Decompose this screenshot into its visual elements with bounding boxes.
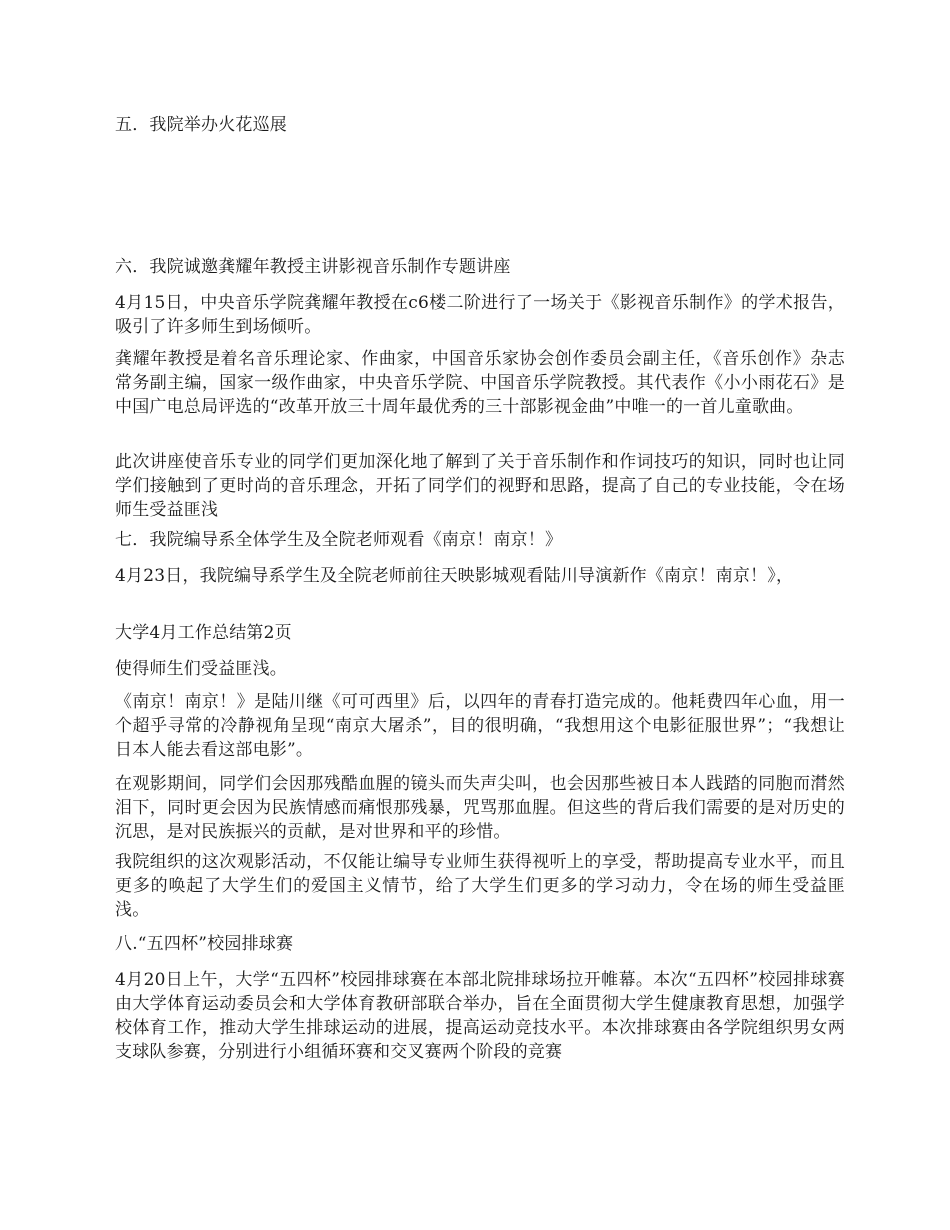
- section-heading-5: 五．我院举办火花巡展: [115, 115, 287, 135]
- paragraph: 龚耀年教授是着名音乐理论家、作曲家，中国音乐家协会创作委员会副主任，《音乐创作》杂志常务副主编，国家一级作曲家，中央音乐学院、中国音乐学院教授。其代表作《小小雨花石》是中国广电总局评选的“改革开放三十周年最优秀的三十部影视金曲”中唯一的一首儿童歌曲。: [115, 349, 845, 417]
- paragraph: 4月23日，我院编导系学生及全院老师前往天映影城观看陆川导演新作《南京！南京！》，: [115, 566, 794, 586]
- paragraph: 此次讲座使音乐专业的同学们更加深化地了解到了关于音乐制作和作词技巧的知识，同时也让同学们接触到了更时尚的音乐理念，开拓了同学们的视野和思路，提高了自己的专业技能，令在场师生受益匪浅: [115, 452, 845, 520]
- section-heading-8: 八.“五四杯”校园排球赛: [115, 934, 294, 954]
- section-heading-6: 六．我院诚邀龚耀年教授主讲影视音乐制作专题讲座: [115, 257, 511, 277]
- paragraph: 在观影期间，同学们会因那残酷血腥的镜头而失声尖叫，也会因那些被日本人践踏的同胞而潸然泪下，同时更会因为民族情感而痛恨那残暴，咒骂那血腥。但这些的背后我们需要的是对历史的沉思，是对民族振兴的贡献，是对世界和平的珍惜。: [115, 774, 845, 842]
- page-marker: 大学4月工作总结第2页: [115, 623, 292, 643]
- section-heading-7: 七．我院编导系全体学生及全院老师观看《南京！南京！》: [115, 530, 563, 550]
- paragraph: 《南京！南京！》是陆川继《可可西里》后，以四年的青春打造完成的。他耗费四年心血，用一个超乎寻常的冷静视角呈现“南京大屠杀”，目的很明确，“我想用这个电影征服世界”；“我想让日本人能去看这部电影”。: [115, 692, 845, 760]
- paragraph: 4月15日，中央音乐学院龚耀年教授在c6楼二阶进行了一场关于《影视音乐制作》的学术报告，吸引了许多师生到场倾听。: [115, 293, 845, 337]
- paragraph: 使得师生们受益匪浅。: [115, 659, 287, 679]
- paragraph: 我院组织的这次观影活动，不仅能让编导专业师生获得视听上的享受，帮助提高专业水平，而且更多的唤起了大学生们的爱国主义情节，给了大学生们更多的学习动力，令在场的师生受益匪浅。: [115, 852, 845, 920]
- paragraph: 4月20日上午，大学“五四杯”校园排球赛在本部北院排球场拉开帷幕。本次“五四杯”校园排球赛由大学体育运动委员会和大学体育教研部联合举办，旨在全面贯彻大学生健康教育思想，加强学校体育工作，推动大学生排球运动的进展，提高运动竞技水平。本次排球赛由各学院组织男女两支球队参赛，分别进行小组循环赛和交叉赛两个阶段的竞赛: [115, 970, 845, 1062]
